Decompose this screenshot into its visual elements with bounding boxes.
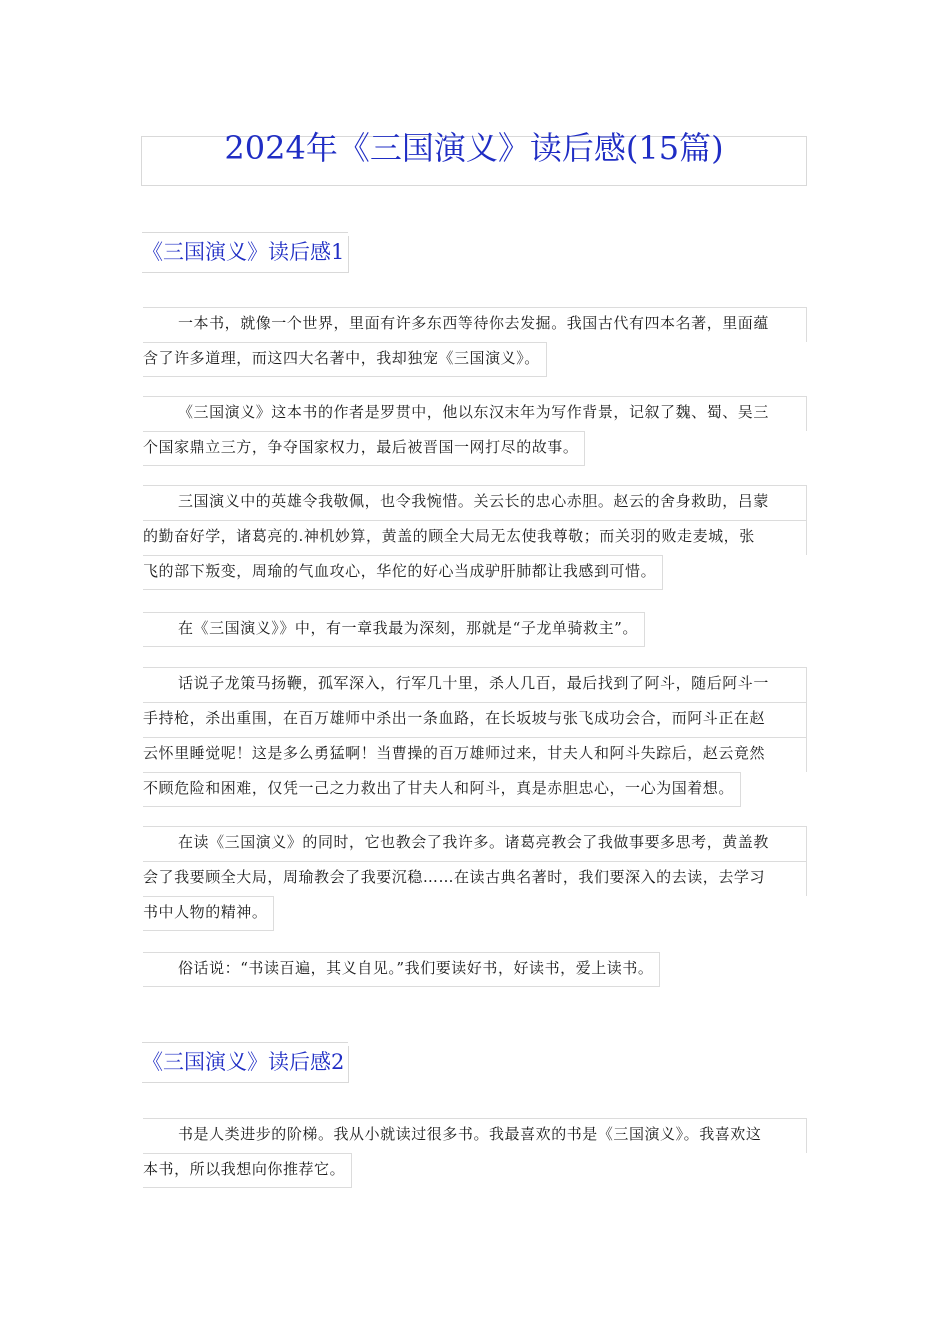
paragraph-line: 的勤奋好学，诸葛亮的.神机妙算，黄盖的顾全大局无厷使我尊敬；而关羽的败走麦城，张: [143, 520, 807, 555]
paragraph-line: 话说子龙策马扬鞭，孤军深入，行军几十里，杀人几百，最后找到了阿斗，随后阿斗一: [143, 667, 807, 702]
section-heading-1: 《三国演义》读后感1: [142, 236, 349, 273]
paragraph-1-7: [143, 952, 807, 987]
paragraph-line: 本书，所以我想向你推荐它。: [143, 1153, 352, 1188]
paragraph-line: 一本书，就像一个世界，里面有许多东西等待你去发掘。我国古代有四本名著，里面蕴: [143, 307, 807, 342]
paragraph-line: 不顾危险和困难，仅凭一己之力救出了甘夫人和阿斗，真是赤胆忠心，一心为国着想。: [143, 772, 741, 807]
section-heading-2: 《三国演义》读后感2: [142, 1046, 349, 1083]
paragraph-1-6: [143, 826, 807, 931]
paragraph-line: 三国演义中的英雄令我敬佩，也令我惋惜。关云长的忠心赤胆。赵云的舍身救助，吕蒙: [143, 485, 807, 520]
paragraph-1-5: [143, 667, 807, 807]
paragraph-line: 书是人类进步的阶梯。我从小就读过很多书。我最喜欢的书是《三国演义》。我喜欢这: [143, 1118, 807, 1153]
paragraph-line: 云怀里睡觉呢！这是多么勇猛啊！当曹操的百万雄师过来，甘夫人和阿斗失踪后，赵云竟然: [143, 737, 807, 772]
paragraph-line: 含了许多道理，而这四大名著中，我却独宠《三国演义》。: [143, 342, 547, 377]
paragraph-1-4: [143, 612, 807, 647]
paragraph-line: 手持枪，杀出重围，在百万雄师中杀出一条血路，在长坂坡与张飞成功会合，而阿斗正在赵: [143, 702, 807, 737]
paragraph-line: 个国家鼎立三方，争夺国家权力，最后被晋国一网打尽的故事。: [143, 431, 585, 466]
document-title: 2024年《三国演义》读后感(15篇): [224, 129, 724, 167]
paragraph-1-1: [143, 307, 807, 377]
paragraph-1-2: [143, 396, 807, 466]
paragraph-line: 《三国演义》这本书的作者是罗贯中，他以东汉末年为写作背景，记叙了魏、蜀、吴三: [143, 396, 807, 431]
paragraph-line: 会了我要顾全大局，周瑜教会了我要沉稳……在读古典名著时，我们要深入的去读，去学习: [143, 861, 807, 896]
paragraph-1-3: [143, 485, 807, 590]
paragraph-line: 在《三国演义》》中，有一章我最为深刻，那就是“子龙单骑救主”。: [143, 612, 645, 647]
paragraph-line: 书中人物的精神。: [143, 896, 274, 931]
paragraph-line: 在读《三国演义》的同时，它也教会了我许多。诸葛亮教会了我做事要多思考，黄盖教: [143, 826, 807, 861]
paragraph-2-1: [143, 1118, 807, 1188]
paragraph-line: 飞的部下叛变，周瑜的气血攻心，华佗的好心当成驴肝肺都让我感到可惜。: [143, 555, 663, 590]
paragraph-line: 俗话说：“书读百遍，其义自见。”我们要读好书，好读书，爱上读书。: [143, 952, 660, 987]
